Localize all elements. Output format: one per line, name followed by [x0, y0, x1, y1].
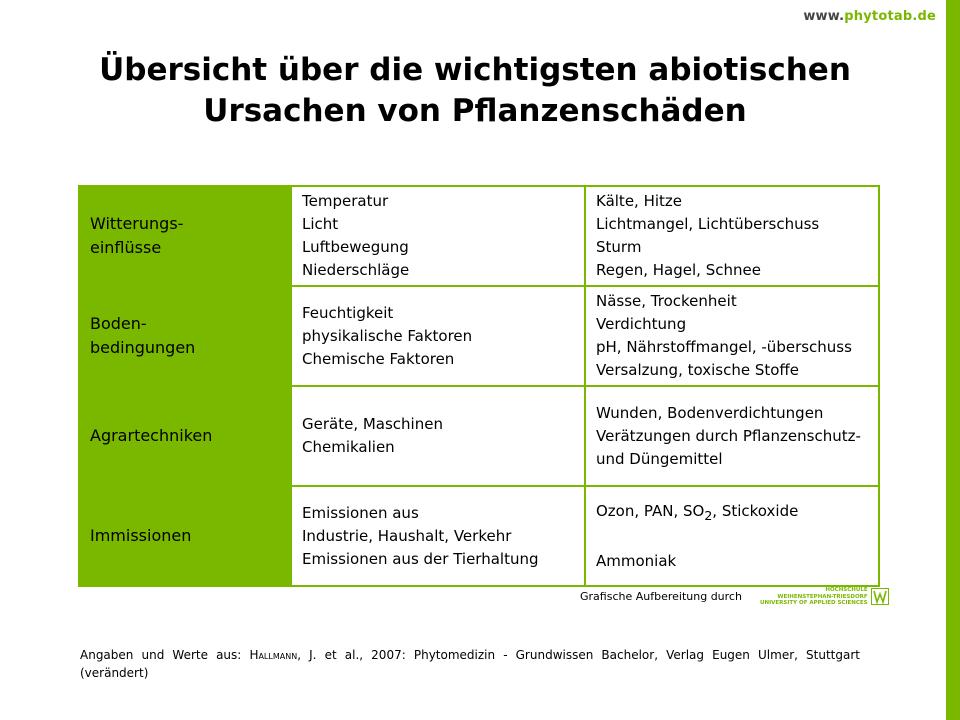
- ozone-line: Ozon, PAN, $SO_2$, Stickoxide: [596, 501, 799, 523]
- university-logo: [760, 587, 889, 607]
- damages-cell: Nässe, Trockenheit Verdichtung pH, Nährstoffmangel, -überschuss Versalzung, toxische Stoffe: [585, 286, 879, 386]
- graphics-credit: Grafische Aufbereitung durch: [580, 590, 742, 603]
- category-cell: Witterungs- einflüsse: [79, 186, 291, 286]
- title-line-2: Ursachen von Pflanzenschäden: [203, 93, 747, 129]
- damages-cell: Kälte, Hitze Lichtmangel, Lichtüberschuss Sturm Regen, Hagel, Schnee: [585, 186, 879, 286]
- table-row: [79, 386, 879, 486]
- causes-table: [78, 185, 880, 587]
- category-cell: Boden- bedingungen: [79, 286, 291, 386]
- category-cell: Immissionen: [79, 486, 291, 586]
- table-row: [79, 486, 879, 586]
- factors-cell: Geräte, Maschinen Chemikalien: [291, 386, 585, 486]
- table-row: [79, 186, 879, 286]
- logo-mark-icon: [871, 588, 889, 605]
- logo-text: HOCHSCHULE WEIHENSTEPHAN-TRIESDORF UNIVERSITY OF APPLIED SCIENCES: [760, 587, 868, 606]
- table-row: [79, 286, 879, 386]
- title-line-1: Übersicht über die wichtigsten abiotischen: [99, 52, 851, 88]
- page-title: [60, 50, 890, 132]
- source-citation: Angaben und Werte aus: Hallmann, J. et al., 2007: Phytomedizin - Grundwissen Bachelor, Verlag Eugen Ulmer, Stuttgart (verändert): [80, 648, 860, 680]
- factors-cell: Emissionen aus Industrie, Haushalt, Verkehr Emissionen aus der Tierhaltung: [291, 486, 585, 586]
- factors-cell: Temperatur Licht Luftbewegung Niederschläge: [291, 186, 585, 286]
- category-cell: Agrartechniken: [79, 386, 291, 486]
- spacer: [596, 527, 878, 550]
- right-accent-bar: [946, 0, 960, 720]
- damages-cell: Wunden, Bodenverdichtungen Verätzungen durch Pflanzenschutz- und Düngemittel: [585, 386, 879, 486]
- website-url[interactable]: www.phytotab.de: [803, 9, 936, 24]
- factors-cell: Feuchtigkeit physikalische Faktoren Chemische Faktoren: [291, 286, 585, 386]
- damages-cell: Ozon, PAN, $SO_2$, Stickoxide Ammoniak: [585, 486, 879, 586]
